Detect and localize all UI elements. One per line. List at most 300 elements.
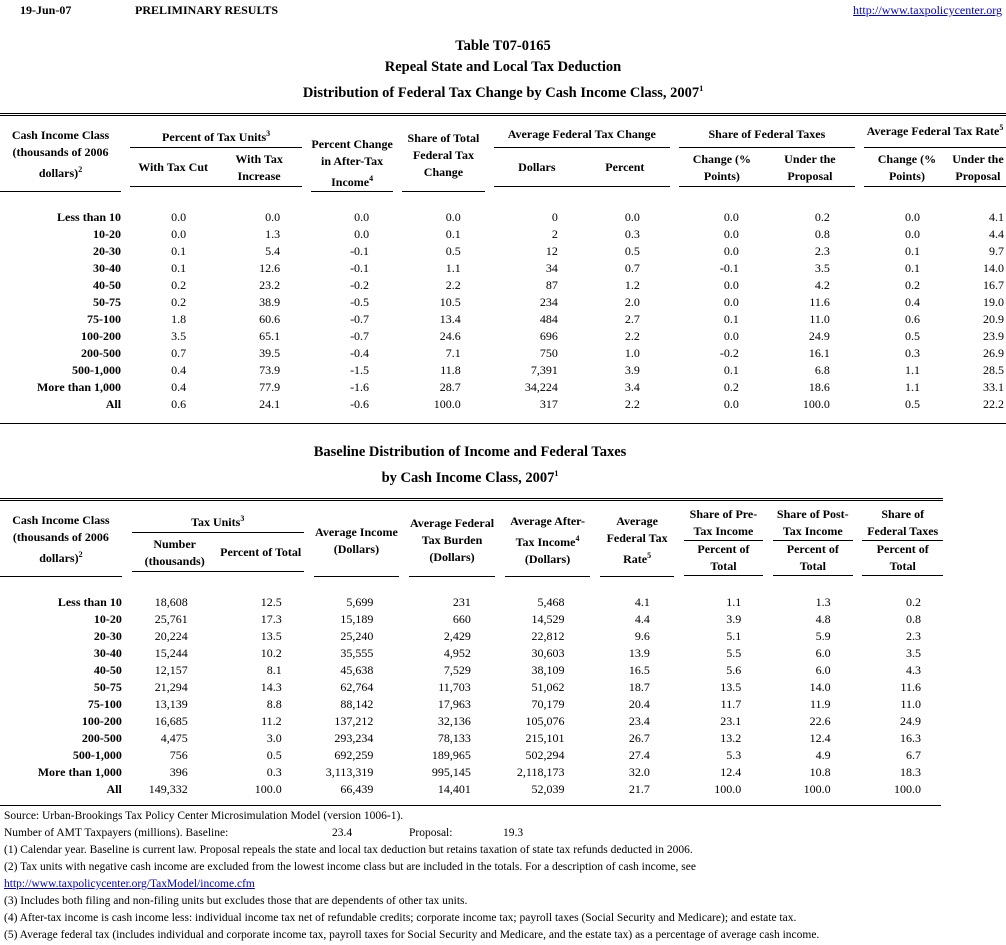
cell-value: 3.5 <box>906 645 921 660</box>
col-with-tax-cut: With Tax Cut <box>138 160 208 174</box>
cell-value: 14.0 <box>809 679 831 694</box>
cell-value: 11.9 <box>810 696 831 711</box>
cell-value: 17.3 <box>260 611 282 626</box>
cell-value: 14.3 <box>260 679 282 694</box>
table-number: Table T07-0165 <box>455 38 551 54</box>
table-row <box>0 696 943 713</box>
cell-value: 137,212 <box>334 713 374 728</box>
cell-value: 995,145 <box>431 764 471 779</box>
spacer <box>121 345 130 362</box>
spacer <box>121 311 130 328</box>
table-row <box>0 645 943 662</box>
spacer <box>855 294 864 311</box>
col-with-tax-increase: With Tax Increase <box>235 151 283 183</box>
spacer <box>590 611 600 628</box>
cell-value: 12.6 <box>259 260 281 275</box>
col-group-share-fed-taxes: Share of Federal Taxes Change (% Points) Under the Proposal <box>679 121 855 191</box>
col-pct-of-total: Percent of Total <box>220 545 302 559</box>
cell-value: 16.1 <box>808 345 830 360</box>
cell-value: 5,468 <box>537 594 565 609</box>
spacer <box>590 713 600 730</box>
cell-value: 317 <box>539 396 558 411</box>
spacer <box>855 328 864 345</box>
col-share-under-proposal: Under the Proposal <box>784 151 836 183</box>
cell-value: 0.5 <box>624 243 640 258</box>
cell-value: 9.6 <box>634 628 650 643</box>
spacer <box>485 226 494 243</box>
spacer <box>304 730 314 747</box>
col-number: Number (thousands) <box>144 536 205 568</box>
cell-value: 12.4 <box>809 730 831 745</box>
income-class-label: All <box>105 396 122 411</box>
tax-change-table-body <box>0 209 1006 413</box>
cell-value: 11.0 <box>900 696 921 711</box>
spacer <box>304 628 314 645</box>
cell-value: 0.1 <box>904 243 920 258</box>
spacer <box>302 243 311 260</box>
spacer <box>853 764 863 781</box>
cell-value: 0.2 <box>723 379 739 394</box>
cell-value: 13,139 <box>154 696 188 711</box>
cell-value: 23.1 <box>720 713 742 728</box>
cell-value: 12,157 <box>154 662 188 677</box>
cell-value: 2 <box>551 226 558 241</box>
spacer <box>399 713 409 730</box>
cell-value: 0.1 <box>904 260 920 275</box>
cell-value: 23.4 <box>628 713 650 728</box>
spacer <box>853 662 863 679</box>
cell-value: 73.9 <box>259 362 281 377</box>
spacer <box>485 362 494 379</box>
cell-value: 750 <box>539 345 558 360</box>
cell-value: 34 <box>545 260 558 275</box>
spacer <box>122 662 132 679</box>
cell-value: 1.8 <box>171 311 187 326</box>
spacer <box>121 277 130 294</box>
source-note: Source: Urban-Brookings Tax Policy Center Microsimulation Model (version 1006-1). <box>4 810 404 822</box>
spacer <box>590 628 600 645</box>
spacer <box>495 628 505 645</box>
cell-value: 38,109 <box>531 662 565 677</box>
income-class-label: 40-50 <box>93 662 122 677</box>
col-avg-tax-burden: Average Federal Tax Burden (Dollars) <box>409 506 495 576</box>
cell-value: 1.2 <box>624 277 640 292</box>
spacer <box>121 328 130 345</box>
cell-value: 3.5 <box>171 328 187 343</box>
cell-value: 0.1 <box>723 311 739 326</box>
cell-value: 5.6 <box>726 662 742 677</box>
cell-value: 0.4 <box>171 379 187 394</box>
baseline-subtitle: by Cash Income Class, 2007$^1$ <box>381 469 559 486</box>
spacer <box>590 747 600 764</box>
spacer <box>304 594 314 611</box>
spacer <box>590 594 600 611</box>
cell-value: 756 <box>169 747 188 762</box>
baseline-table <box>0 498 943 798</box>
cell-value: 1.1 <box>445 260 461 275</box>
amt-baseline-value: 23.4 <box>332 827 353 839</box>
cell-value: 8.1 <box>266 662 282 677</box>
cell-value: 7,529 <box>443 662 471 677</box>
cell-value: 28.7 <box>439 379 461 394</box>
spacer <box>674 662 684 679</box>
cell-value: 20.9 <box>983 311 1004 326</box>
table-row <box>0 311 1006 328</box>
cell-value: 32.0 <box>628 764 650 779</box>
cell-value: 7,391 <box>530 362 558 377</box>
cell-value: 35,555 <box>340 645 374 660</box>
col-group-avg-tax-change: Average Federal Tax Change Dollars Percent <box>494 121 670 191</box>
spacer <box>393 260 402 277</box>
spacer <box>399 764 409 781</box>
spacer <box>393 396 402 413</box>
spacer <box>855 209 864 226</box>
cell-value: 28.5 <box>983 362 1004 377</box>
col-group-avg-tax-rate: Average Federal Tax Rate$^5$ Change (% Points) Under the Proposal <box>864 121 1006 191</box>
spacer <box>853 781 863 798</box>
cell-value: 10.5 <box>439 294 461 309</box>
cell-value: 19.0 <box>983 294 1004 309</box>
spacer <box>495 611 505 628</box>
website-link[interactable]: http://www.taxpolicycenter.org <box>853 3 1002 17</box>
cell-value: 22,812 <box>531 628 565 643</box>
baseline-table-body <box>0 594 943 798</box>
spacer <box>121 260 130 277</box>
spacer <box>485 260 494 277</box>
spacer <box>302 311 311 328</box>
cell-value: 11.2 <box>261 713 282 728</box>
cell-value: 4.4 <box>634 611 650 626</box>
tax-change-table <box>0 113 1006 413</box>
spacer <box>853 696 863 713</box>
spacer <box>393 379 402 396</box>
col-percent: Percent <box>605 160 645 174</box>
cell-value: 11.6 <box>900 679 921 694</box>
col-dollars: Dollars <box>518 160 556 174</box>
income-class-label: 30-40 <box>93 260 122 275</box>
income-class-label: 40-50 <box>93 277 122 292</box>
spacer <box>121 379 130 396</box>
cell-value: 4.3 <box>906 662 921 677</box>
table-row <box>0 611 943 628</box>
cell-value: 39.5 <box>259 345 281 360</box>
spacer <box>485 209 494 226</box>
cell-value: 2.2 <box>624 396 640 411</box>
spacer <box>122 645 132 662</box>
cell-value: 4,475 <box>160 730 188 745</box>
amt-proposal-value: 19.3 <box>503 827 524 839</box>
cell-value: 3.9 <box>726 611 742 626</box>
income-class-label: More than 1,000 <box>37 764 122 779</box>
income-class-label: 100-200 <box>81 713 122 728</box>
table-row <box>0 713 943 730</box>
cell-value: 0.5 <box>904 328 920 343</box>
cell-value: 78,133 <box>437 730 471 745</box>
cell-value: 16.7 <box>983 277 1004 292</box>
table-row <box>0 328 1006 345</box>
cell-value: 2.2 <box>624 328 640 343</box>
cell-value: 100.0 <box>894 781 921 796</box>
spacer <box>399 611 409 628</box>
spacer <box>853 713 863 730</box>
cell-value: 0.1 <box>171 260 187 275</box>
spacer <box>763 764 773 781</box>
cell-value: 60.6 <box>259 311 281 326</box>
cell-value: 4.1 <box>634 594 650 609</box>
income-class-label: 50-75 <box>93 294 122 309</box>
spacer <box>485 396 494 413</box>
spacer <box>855 311 864 328</box>
cell-value: 0.2 <box>171 277 187 292</box>
spacer <box>495 645 505 662</box>
cell-value: 0.4 <box>904 294 920 309</box>
cell-value: 660 <box>452 611 471 626</box>
table-row <box>0 226 1006 243</box>
cell-value: 149,332 <box>148 781 188 796</box>
cell-value: 2.3 <box>814 243 830 258</box>
cell-value: 11.8 <box>440 362 461 377</box>
cell-value: -0.6 <box>350 396 370 411</box>
cell-value: 24.1 <box>259 396 281 411</box>
cell-value: 3.5 <box>814 260 830 275</box>
spacer <box>485 379 494 396</box>
cell-value: 14,529 <box>531 611 565 626</box>
spacer <box>495 679 505 696</box>
status-label: PRELIMINARY RESULTS <box>135 3 279 17</box>
spacer <box>399 628 409 645</box>
cell-value: 38.9 <box>259 294 281 309</box>
cell-value: 0.0 <box>723 277 739 292</box>
spacer <box>121 209 130 226</box>
cell-value: 0.0 <box>265 209 281 224</box>
spacer <box>855 396 864 413</box>
spacer <box>670 294 679 311</box>
cell-value: 10.2 <box>260 645 282 660</box>
spacer <box>670 277 679 294</box>
cell-value: 10.8 <box>809 764 831 779</box>
spacer <box>495 764 505 781</box>
col-pct-change-after-tax: Percent Change in After-Tax Income$^4$ <box>311 121 393 191</box>
cell-value: 2,118,173 <box>516 764 565 779</box>
spacer <box>302 277 311 294</box>
spacer <box>399 594 409 611</box>
spacer <box>674 594 684 611</box>
col-group-pct-tax-units: Percent of Tax Units$^3$ With Tax Cut With Tax Increase <box>130 121 302 191</box>
spacer <box>304 764 314 781</box>
spacer <box>495 696 505 713</box>
cell-value: 20.4 <box>628 696 650 711</box>
cell-value: 1.3 <box>815 594 831 609</box>
spacer <box>590 645 600 662</box>
spacer <box>853 594 863 611</box>
table-row <box>0 294 1006 311</box>
cell-value: 17,963 <box>437 696 471 711</box>
cell-value: 2,429 <box>443 628 471 643</box>
cell-value: 13.5 <box>260 628 282 643</box>
spacer <box>485 243 494 260</box>
cell-value: 293,234 <box>334 730 374 745</box>
cell-value: 100.0 <box>803 781 831 796</box>
cell-value: 65.1 <box>259 328 281 343</box>
spacer <box>485 277 494 294</box>
table-row <box>0 243 1006 260</box>
cell-value: 26.9 <box>983 345 1004 360</box>
cell-value: 0.3 <box>266 764 282 779</box>
spacer <box>399 730 409 747</box>
cell-value: 0.1 <box>445 226 461 241</box>
cell-value: 3,113,319 <box>325 764 374 779</box>
cell-value: 34,224 <box>524 379 558 394</box>
cell-value: 51,062 <box>531 679 565 694</box>
cell-value: 0.6 <box>904 311 920 326</box>
income-class-label: 75-100 <box>87 696 122 711</box>
cell-value: 0.0 <box>171 209 187 224</box>
income-class-label: 500-1,000 <box>72 362 122 377</box>
cell-value: 0.0 <box>723 209 739 224</box>
table-row <box>0 396 1006 413</box>
spacer <box>122 679 132 696</box>
cell-value: 23.9 <box>983 328 1004 343</box>
cell-value: 5.1 <box>726 628 742 643</box>
income-class-label: 10-20 <box>93 226 122 241</box>
cell-value: 24.9 <box>900 713 921 728</box>
spacer <box>855 345 864 362</box>
cell-value: 13.5 <box>720 679 742 694</box>
cell-value: 100.0 <box>433 396 461 411</box>
spacer <box>302 345 311 362</box>
table-row <box>0 662 943 679</box>
cell-value: 5.9 <box>815 628 831 643</box>
cell-value: 33.1 <box>983 379 1004 394</box>
cell-value: 0.2 <box>906 594 921 609</box>
spacer <box>763 747 773 764</box>
cell-value: 87 <box>545 277 558 292</box>
cell-value: 0.7 <box>171 345 187 360</box>
cell-value: 12.5 <box>260 594 282 609</box>
income-class-label: 50-75 <box>93 679 122 694</box>
spacer <box>122 781 132 798</box>
spacer <box>590 781 600 798</box>
spacer <box>670 362 679 379</box>
spacer <box>855 260 864 277</box>
cell-value: 14.0 <box>983 260 1004 275</box>
spacer <box>763 696 773 713</box>
cell-value: 1.1 <box>904 379 920 394</box>
col-cash-income-class: Cash Income Class (thousands of 2006 dollars)$^2$ <box>0 506 122 576</box>
cell-value: -1.6 <box>350 379 370 394</box>
cell-value: 696 <box>539 328 558 343</box>
cell-value: 1.0 <box>624 345 640 360</box>
cell-value: 66,439 <box>340 781 374 796</box>
spacer <box>302 260 311 277</box>
cell-value: 14,401 <box>437 781 471 796</box>
cell-value: 4,952 <box>443 645 471 660</box>
cell-value: 0.0 <box>624 209 640 224</box>
cell-value: 52,039 <box>531 781 565 796</box>
spacer <box>763 645 773 662</box>
cell-value: 45,638 <box>340 662 374 677</box>
spacer <box>674 628 684 645</box>
cell-value: 1.1 <box>904 362 920 377</box>
spacer <box>590 679 600 696</box>
cell-value: 0.2 <box>171 294 187 309</box>
footnotes <box>4 808 1004 944</box>
spacer <box>399 696 409 713</box>
spacer <box>121 294 130 311</box>
cell-value: 1.1 <box>726 594 742 609</box>
cell-value: 20,224 <box>154 628 188 643</box>
cell-value: 6.8 <box>814 362 830 377</box>
spacer <box>302 362 311 379</box>
spacer <box>393 277 402 294</box>
spacer <box>393 209 402 226</box>
spacer <box>393 362 402 379</box>
spacer <box>302 209 311 226</box>
cell-value: 13.4 <box>439 311 461 326</box>
caption-text: Distribution of Federal Tax Change by Cash Income Class, 2007 <box>302 84 700 101</box>
cash-income-link[interactable]: http://www.taxpolicycenter.org/TaxModel/income.cfm <box>4 878 255 890</box>
cell-value: 4.9 <box>815 747 831 762</box>
col-rate-under-proposal: Under the Proposal <box>952 151 1004 183</box>
spacer <box>763 679 773 696</box>
col-avg-after-tax-income: Average After-Tax Income$^4$ (Dollars) <box>505 506 591 576</box>
cell-value: 24.6 <box>439 328 461 343</box>
spacer <box>302 294 311 311</box>
spacer <box>674 679 684 696</box>
cell-value: -0.4 <box>350 345 370 360</box>
spacer <box>495 662 505 679</box>
table-row <box>0 345 1006 362</box>
table-row <box>0 379 1006 396</box>
cell-value: 0.7 <box>624 260 640 275</box>
spacer <box>485 294 494 311</box>
spacer <box>302 226 311 243</box>
spacer <box>670 260 679 277</box>
spacer <box>763 662 773 679</box>
cell-value: 3.4 <box>624 379 640 394</box>
income-class-label: 500-1,000 <box>72 747 122 762</box>
cell-value: 16,685 <box>154 713 188 728</box>
cell-value: 396 <box>169 764 188 779</box>
cell-value: 2.2 <box>445 277 461 292</box>
spacer <box>670 379 679 396</box>
spacer <box>304 781 314 798</box>
cell-value: 62,764 <box>340 679 374 694</box>
spacer <box>122 747 132 764</box>
spacer <box>495 781 505 798</box>
spacer <box>853 611 863 628</box>
top-bar <box>0 3 1006 19</box>
spacer <box>304 645 314 662</box>
spacer <box>304 747 314 764</box>
spacer <box>399 645 409 662</box>
spacer <box>590 764 600 781</box>
spacer <box>304 611 314 628</box>
spacer <box>122 696 132 713</box>
spacer <box>670 345 679 362</box>
report-date: 19-Jun-07 <box>20 3 72 17</box>
cell-value: 32,136 <box>437 713 471 728</box>
cell-value: 100.0 <box>254 781 282 796</box>
cell-value: 12 <box>545 243 558 258</box>
income-class-label: 200-500 <box>81 345 122 360</box>
cell-value: 18.7 <box>628 679 650 694</box>
spacer <box>670 226 679 243</box>
spacer <box>853 628 863 645</box>
cell-value: 11.0 <box>809 311 830 326</box>
spacer <box>674 713 684 730</box>
spacer <box>302 379 311 396</box>
